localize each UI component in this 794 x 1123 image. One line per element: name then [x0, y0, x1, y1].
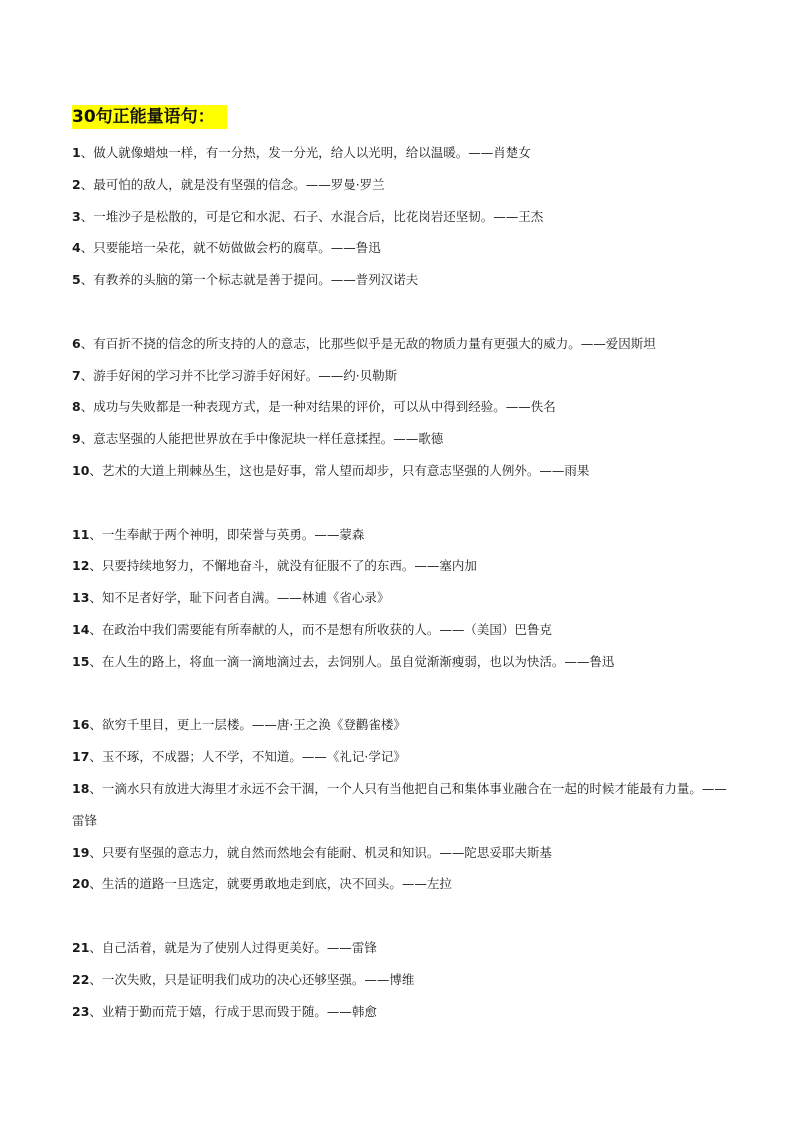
- quote-item: [72, 964, 732, 996]
- quote-number: 22: [72, 972, 90, 987]
- quote-text: 、有教养的头脑的第一个标志就是善于提问。——普列汉诺夫: [80, 272, 419, 287]
- quote-item: [72, 232, 732, 264]
- quote-text: 、生活的道路一旦选定，就要勇敢地走到底，决不回头。——左拉: [89, 876, 452, 891]
- quote-item: [72, 996, 732, 1028]
- quote-text: 、游手好闲的学习并不比学习游手好闲好。——约·贝勒斯: [80, 368, 398, 383]
- quote-number: 10: [72, 463, 90, 478]
- page-title: 30句正能量语句：: [72, 105, 227, 129]
- quote-text: 、一堆沙子是松散的，可是它和水泥、石子、水混合后，比花岗岩还坚韧。——王杰: [80, 209, 544, 224]
- quote-item: [72, 169, 732, 201]
- quote-text: 、做人就像蜡烛一样，有一分热，发一分光，给人以光明，给以温暖。——肖楚女: [80, 145, 531, 160]
- quote-item: [72, 201, 732, 233]
- quote-number: 8: [72, 399, 81, 414]
- quote-number: 9: [72, 431, 81, 446]
- quote-text: 、只要有坚强的意志力，就自然而然地会有能耐、机灵和知识。——陀思妥耶夫斯基: [89, 845, 552, 860]
- quote-item: [72, 837, 732, 869]
- quote-text: 、只要持续地努力，不懈地奋斗，就没有征服不了的东西。——塞内加: [89, 558, 477, 573]
- quote-text: 、只要能培一朵花，就不妨做做会朽的腐草。——鲁迅: [80, 240, 381, 255]
- quote-item: [72, 360, 732, 392]
- quote-text: 、艺术的大道上荆棘丛生，这也是好事，常人望而却步，只有意志坚强的人例外。——雨果: [89, 463, 590, 478]
- quote-item: [72, 932, 732, 964]
- quote-number: 20: [72, 876, 90, 891]
- quote-text: 、一生奉献于两个神明，即荣誉与英勇。——蒙森: [89, 527, 365, 542]
- quote-number: 12: [72, 558, 90, 573]
- quote-text: 、成功与失败都是一种表现方式，是一种对结果的评价，可以从中得到经验。——佚名: [80, 399, 556, 414]
- quote-item: [72, 614, 732, 646]
- quote-text: 、有百折不挠的信念的所支持的人的意志，比那些似乎是无敌的物质力量有更强大的威力。——爱因斯坦: [80, 336, 656, 351]
- quote-text: 、一滴水只有放进大海里才永远不会干涸，一个人只有当他把自己和集体事业融合在一起的时候才能最有力量。——雷锋: [72, 781, 727, 828]
- quote-number: 21: [72, 940, 90, 955]
- quote-text: 、在政治中我们需要能有所奉献的人，而不是想有所收获的人。——（美国）巴鲁克: [89, 622, 552, 637]
- quote-number: 6: [72, 336, 81, 351]
- quote-number: 15: [72, 654, 90, 669]
- quote-item: [72, 519, 732, 551]
- quote-item: [72, 773, 732, 837]
- quote-number: 17: [72, 749, 90, 764]
- quote-item: [72, 391, 732, 423]
- quote-text: 、意志坚强的人能把世界放在手中像泥块一样任意揉捏。——歌德: [80, 431, 444, 446]
- quote-number: 2: [72, 177, 81, 192]
- quote-number: 11: [72, 527, 90, 542]
- quote-item: [72, 741, 732, 773]
- quote-text: 、一次失败，只是证明我们成功的决心还够坚强。——博维: [89, 972, 415, 987]
- quote-number: 23: [72, 1004, 90, 1019]
- quote-item: [72, 455, 732, 487]
- quote-item: [72, 550, 732, 582]
- quote-item: [72, 137, 732, 169]
- quote-item: [72, 646, 732, 678]
- quote-text: 、玉不琢，不成器；人不学，不知道。——《礼记·学记》: [89, 749, 406, 764]
- quote-item: [72, 709, 732, 741]
- quote-number: 16: [72, 717, 90, 732]
- quote-number: 3: [72, 209, 81, 224]
- quote-text: 、最可怕的敌人，就是没有坚强的信念。——罗曼·罗兰: [80, 177, 385, 192]
- quote-number: 18: [72, 781, 90, 796]
- quote-item: [72, 423, 732, 455]
- quote-item: [72, 328, 732, 360]
- quote-number: 4: [72, 240, 81, 255]
- quote-text: 、知不足者好学，耻下问者自满。——林逋《省心录》: [89, 590, 390, 605]
- quote-number: 5: [72, 272, 81, 287]
- quote-text: 、在人生的路上，将血一滴一滴地滴过去，去饲别人。虽自觉渐渐瘦弱，也以为快活。——鲁迅: [89, 654, 615, 669]
- quote-number: 19: [72, 845, 90, 860]
- quote-number: 14: [72, 622, 90, 637]
- quote-number: 13: [72, 590, 90, 605]
- quote-text: 、欲穷千里目，更上一层楼。——唐·王之涣《登鹳雀楼》: [89, 717, 406, 732]
- quote-item: [72, 582, 732, 614]
- quote-text: 、业精于勤而荒于嬉，行成于思而毁于随。——韩愈: [89, 1004, 377, 1019]
- quote-number: 7: [72, 368, 81, 383]
- quote-item: [72, 264, 732, 296]
- quote-text: 、自己活着，就是为了使别人过得更美好。——雷锋: [89, 940, 377, 955]
- quote-number: 1: [72, 145, 81, 160]
- quote-item: [72, 868, 732, 900]
